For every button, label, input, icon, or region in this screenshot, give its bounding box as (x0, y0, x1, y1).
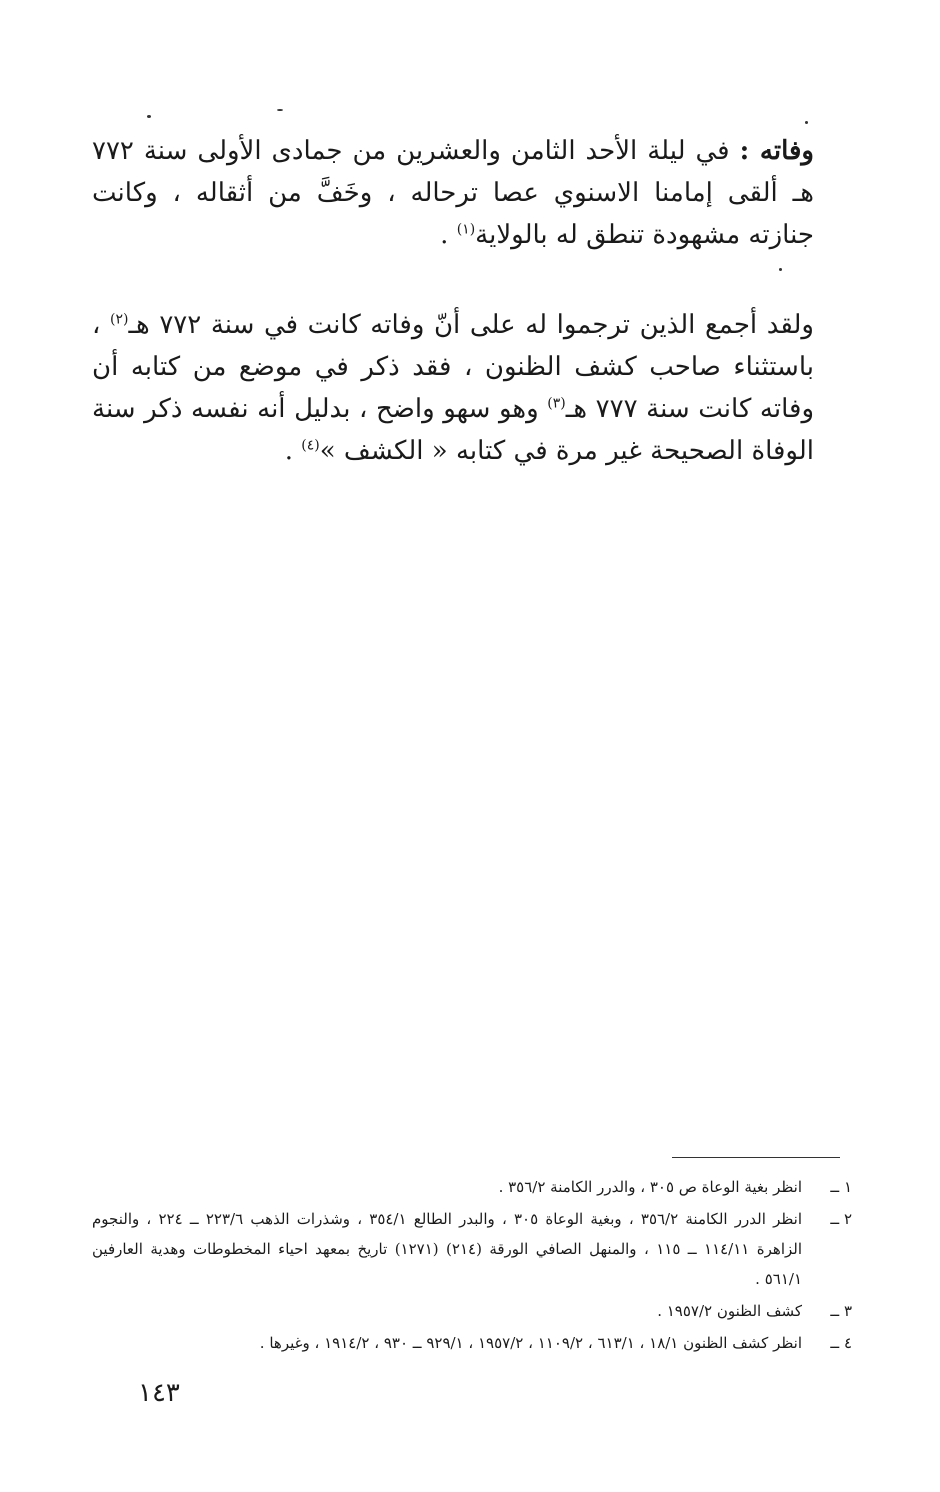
section-lead: وفاته : (739, 136, 814, 166)
footnote-item (92, 1296, 852, 1326)
footnote-number: ١ ــ (830, 1178, 852, 1196)
death-paragraph (92, 130, 814, 256)
paragraph-end: . (284, 436, 302, 466)
paragraph-end: . (440, 220, 457, 250)
paragraph-text: ، باستثناء صاحب كشف الظنون ، فقد ذكر في موضع من كتابه أن وفاته كانت سنة ٧٧٧ هـ (92, 310, 814, 424)
footnote-number: ٣ ــ (830, 1302, 852, 1320)
footnote-text: كشف الظنون ١٩٥٧/٢ . (657, 1302, 802, 1320)
paragraph-text: في ليلة الأحد الثامن والعشرين من جمادى الأولى سنة ٧٧٢ هـ ألقى إمامنا الاسنوي عصا ترحاله ، وخَفَّ من أثقاله ، وكانت جنازته مشهودة تنطق له بالولاية (92, 136, 814, 250)
footnote-item (92, 1172, 852, 1202)
footnote-ref-4[interactable]: (٤) (301, 437, 320, 454)
footnote-ref-1[interactable]: (١) (456, 221, 476, 238)
footnotes (92, 1172, 852, 1360)
footnote-item (92, 1328, 852, 1358)
scan-speck (147, 115, 151, 118)
page-number: ١٤٣ (138, 1378, 180, 1408)
footnote-number: ٢ ــ (830, 1210, 852, 1228)
footnote-ref-3[interactable]: (٣) (547, 395, 566, 412)
paragraph-text: وهو سهو واضح ، بدليل أنه نفسه ذكر سنة الوفاة الصحيحة غير مرة في كتابه « الكشف » (92, 394, 814, 466)
scan-speck (277, 109, 283, 111)
scan-speck (779, 268, 782, 271)
footnote-ref-2[interactable]: (٢) (109, 311, 129, 328)
paragraph-text: ولقد أجمع الذين ترجموا له على أنّ وفاته كانت في سنة ٧٧٢ هـ (128, 310, 814, 340)
footnote-text: انظر كشف الظنون ١٨/١ ، ٦١٣/١ ، ١١٠٩/٢ ، ١٩٥٧/٢ ، ٩٢٩/١ ــ ٩٣٠ ، ١٩١٤/٢ ، وغيرها . (259, 1334, 802, 1352)
footnote-text: انظر بغية الوعاة ص ٣٠٥ ، والدرر الكامنة ٣٥٦/٢ . (498, 1178, 802, 1196)
consensus-paragraph (92, 304, 814, 472)
footnote-text: انظر الدرر الكامنة ٣٥٦/٢ ، وبغية الوعاة ٣٠٥ ، والبدر الطالع ٣٥٤/١ ، وشذرات الذهب ٢٢٣/٦ ــ ٢٢٤ ، والنجوم الزاهرة ١١٤/١١ ــ ١١٥ ، والمنهل الصافي الورقة (٢١٤) (١٢٧١) تاريخ بمعهد احياء المخطوطات وهدية العارفين ٥٦١/١ . (92, 1210, 802, 1288)
footnote-item (92, 1204, 852, 1294)
footnote-separator (672, 1157, 840, 1158)
scan-speck (805, 121, 808, 124)
footnote-number: ٤ ــ (830, 1334, 852, 1352)
